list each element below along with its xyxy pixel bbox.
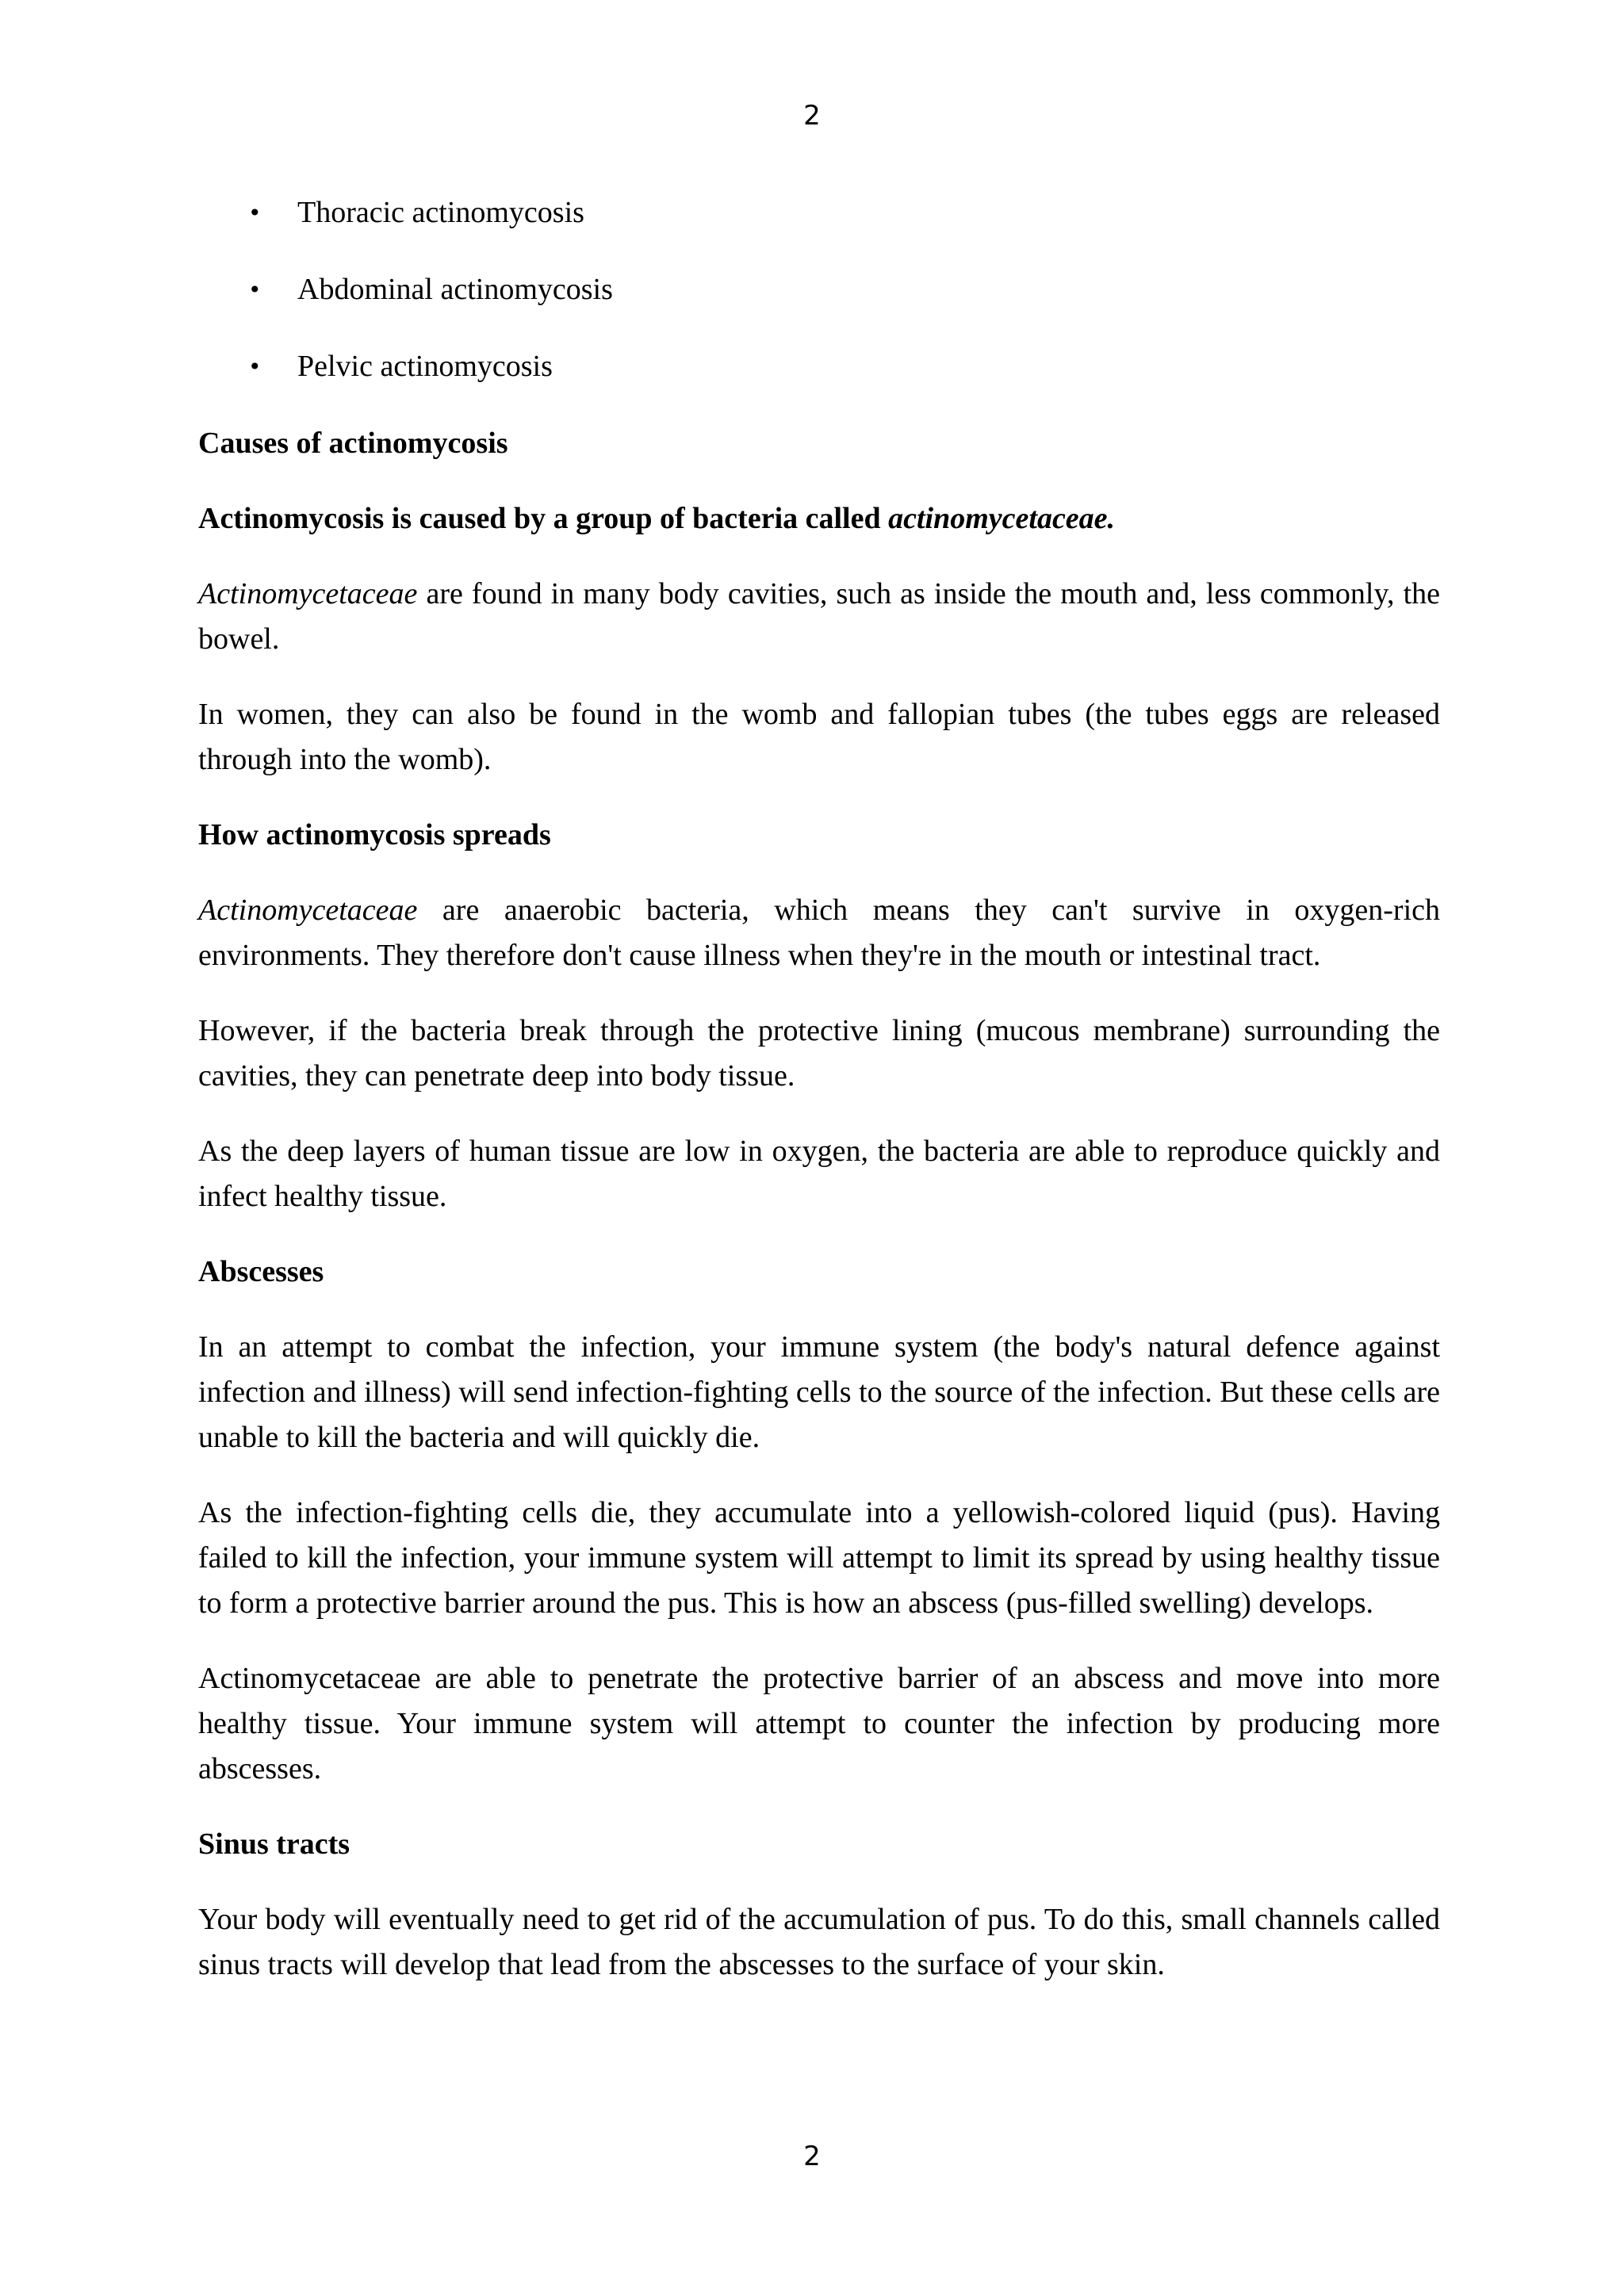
list-item (198, 344, 1440, 389)
bullet-icon: • (248, 200, 262, 226)
bullet-icon: • (248, 277, 262, 303)
causes-lead (198, 496, 1440, 541)
list-item (198, 267, 1440, 312)
causes-lead-italic: actinomycetaceae. (888, 502, 1116, 535)
page-number-top: 2 (803, 100, 821, 132)
causes-paragraph-2: In women, they can also be found in the womb and fallopian tubes (the tubes eggs are released through into the womb). (198, 698, 1440, 776)
list-item-text: Thoracic actinomycosis (297, 196, 584, 229)
abscesses-paragraph-2: As the infection-fighting cells die, they accumulate into a yellowish-colored liquid (pus). Having failed to kill the infection, your immune system will attempt to limit its spread by using healthy tissue to form a protective barrier around the pus. This is how an abscess (pus-filled swelling) develops. (198, 1496, 1440, 1620)
term-italic: Actinomycetaceae (198, 894, 418, 927)
abscesses-paragraph-3: Actinomycetaceae are able to penetrate the protective barrier of an abscess and move into more healthy tissue. Your immune system will attempt to counter the infection by producing more abscesses. (198, 1662, 1440, 1785)
paragraph-text: are anaerobic bacteria, which means they can't survive in oxygen-rich environments. They therefore don't cause illness when they're in the mouth or intestinal tract. (198, 894, 1440, 972)
heading-sinus-tracts: Sinus tracts (198, 1827, 350, 1861)
spread-paragraph-2: However, if the bacteria break through the protective lining (mucous membrane) surrounding the cavities, they can penetrate deep into body tissue. (198, 1014, 1440, 1093)
heading-abscesses: Abscesses (198, 1255, 324, 1288)
sinus-paragraph-1: Your body will eventually need to get rid of the accumulation of pus. To do this, small channels called sinus tracts will develop that lead from the abscesses to the surface of your skin. (198, 1903, 1440, 1981)
bullet-list (198, 190, 1440, 389)
list-item-text: Abdominal actinomycosis (297, 273, 613, 306)
list-item (198, 190, 1440, 235)
spread-paragraph-1 (198, 888, 1440, 978)
bullet-icon: • (248, 354, 262, 380)
heading-causes: Causes of actinomycosis (198, 427, 508, 460)
causes-lead-text: Actinomycosis is caused by a group of bacteria called (198, 502, 889, 535)
term-italic: Actinomycetaceae (198, 577, 418, 610)
causes-paragraph-1 (198, 572, 1440, 662)
spread-paragraph-3: As the deep layers of human tissue are low in oxygen, the bacteria are able to reproduce quickly and infect healthy tissue. (198, 1135, 1440, 1213)
list-item-text: Pelvic actinomycosis (297, 350, 553, 383)
document-body (198, 190, 1440, 2018)
page-number-bottom: 2 (803, 2141, 821, 2172)
heading-spread: How actinomycosis spreads (198, 818, 551, 851)
paragraph-text: are found in many body cavities, such as inside the mouth and, less commonly, the bowel. (198, 577, 1440, 656)
abscesses-paragraph-1: In an attempt to combat the infection, your immune system (the body's natural defence against infection and illness) will send infection-fighting cells to the source of the infection. But these cells are unable to kill the bacteria and will quickly die. (198, 1330, 1440, 1454)
